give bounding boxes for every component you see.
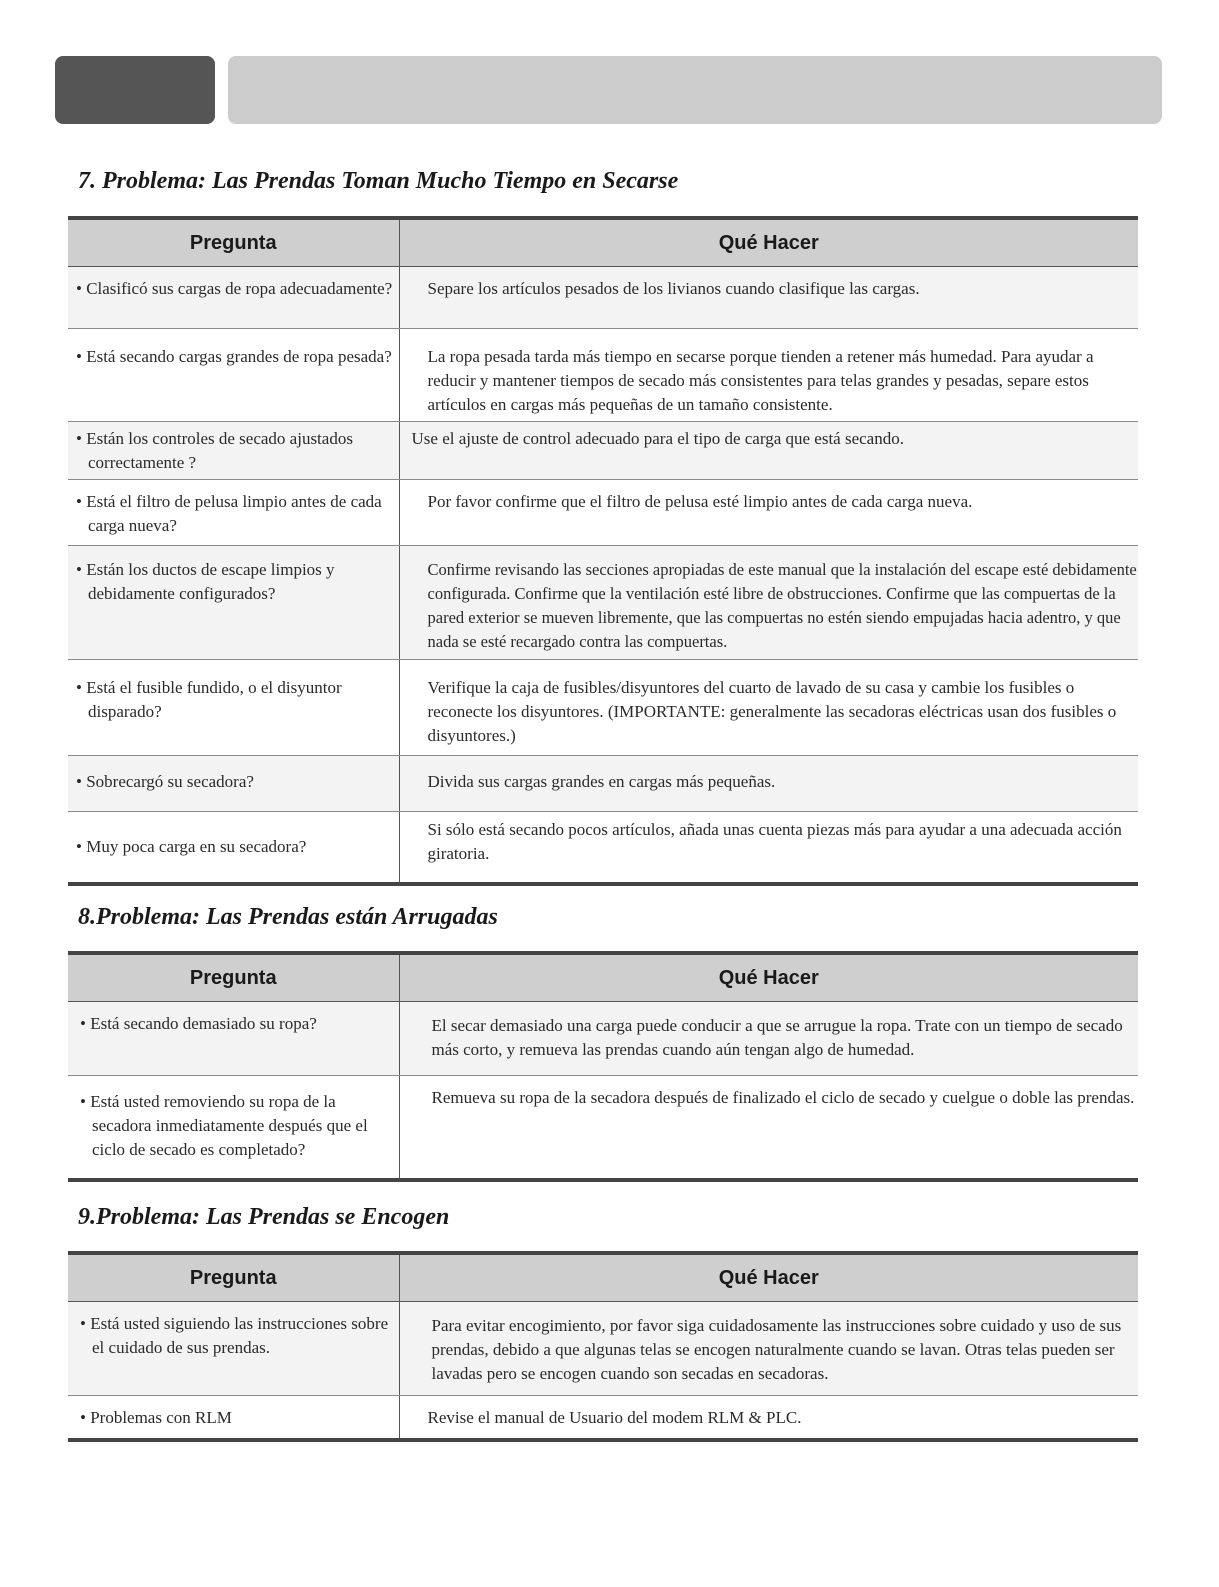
row-answer: Para evitar encogimiento, por favor siga cuidadosamente las instrucciones sobre cuidado y uso de sus prendas, debido a que algunas telas se encogen naturalmente cuando se lavan. Otras telas pueden ser lavadas pero se encogen cuando son secadas en secadoras. xyxy=(431,1316,1122,1383)
column-header-pregunta: Pregunta xyxy=(68,953,399,1002)
row-question: • Está usted removiendo su ropa de la secadora inmediatamente después que el ciclo de secado es completado? xyxy=(80,1092,368,1159)
row-answer: Remueva su ropa de la secadora después de finalizado el ciclo de secado y cuelgue o doble las prendas. xyxy=(431,1088,1135,1107)
row-question: • Está usted siguiendo las instrucciones sobre el cuidado de sus prendas. xyxy=(80,1314,389,1357)
table-row xyxy=(68,1076,1138,1180)
row-answer: La ropa pesada tarda más tiempo en secarse porque tienden a retener más humedad. Para ayudar a reducir y mantener tiempos de secado más consistentes para telas grandes y pesadas, separe estos artículos en cargas más pequeñas de un tamaño consistente. xyxy=(427,347,1094,414)
row-question: • Está el filtro de pelusa limpio antes de cada carga nueva? xyxy=(76,492,382,535)
row-question: • Está secando cargas grandes de ropa pesada? xyxy=(76,347,392,366)
header-tab-dark xyxy=(55,56,215,124)
row-answer: Separe los artículos pesados de los livianos cuando clasifique las cargas. xyxy=(427,279,920,298)
row-answer: Verifique la caja de fusibles/disyuntores del cuarto de lavado de su casa y cambie los fusibles o reconecte los disyuntores. (IMPORTANTE: generalmente las secadoras eléctricas usan dos fusibles o disyuntores.) xyxy=(427,678,1117,745)
table-row xyxy=(68,660,1138,756)
section-7-title: 7. Problema: Las Prendas Toman Mucho Tiempo en Secarse xyxy=(78,168,679,194)
row-question: • Muy poca carga en su secadora? xyxy=(76,836,307,856)
table-header-row xyxy=(68,953,1138,1002)
row-answer: Por favor confirme que el filtro de pelusa esté limpio antes de cada carga nueva. xyxy=(427,492,973,511)
section-7-table xyxy=(68,216,1138,886)
table-row xyxy=(68,812,1138,884)
section-8-title: 8.Problema: Las Prendas están Arrugadas xyxy=(78,904,498,930)
row-question: • Están los controles de secado ajustados correctamente ? xyxy=(76,429,353,472)
section-8-table xyxy=(68,951,1138,1182)
row-answer: Revise el manual de Usuario del modem RLM & PLC. xyxy=(427,1408,802,1427)
table-row xyxy=(68,480,1138,546)
row-answer: El secar demasiado una carga puede conducir a que se arrugue la ropa. Trate con un tiempo de secado más corto, y remueva las prendas cuando aún tengan algo de humedad. xyxy=(431,1016,1123,1059)
row-answer: Confirme revisando las secciones apropiadas de este manual que la instalación del escape esté debidamente configurada. Confirme que la ventilación esté libre de obstrucciones. Confirme que las compuertas de la pared exterior se mueven libremente, que las compuertas no estén siendo empujadas hacia adentro, y que nada se esté recargado contra las compuertas. xyxy=(427,560,1137,651)
column-header-pregunta: Pregunta xyxy=(68,1253,399,1302)
table-row xyxy=(68,546,1138,660)
row-answer: Si sólo está secando pocos artículos, añada unas cuenta piezas más para ayudar a una adecuada acción giratoria. xyxy=(427,820,1122,863)
column-header-pregunta: Pregunta xyxy=(68,218,399,267)
section-9-table xyxy=(68,1251,1138,1442)
column-header-que-hacer: Qué Hacer xyxy=(399,218,1138,267)
row-answer: Divida sus cargas grandes en cargas más pequeñas. xyxy=(427,772,776,791)
row-question: • Clasificó sus cargas de ropa adecuadamente? xyxy=(76,279,393,298)
column-header-que-hacer: Qué Hacer xyxy=(399,953,1138,1002)
row-question: • Sobrecargó su secadora? xyxy=(76,772,254,791)
row-question: • Están los ductos de escape limpios y debidamente configurados? xyxy=(76,560,335,603)
row-question: • Problemas con RLM xyxy=(80,1408,232,1427)
row-question: • Está el fusible fundido, o el disyuntor disparado? xyxy=(76,678,342,721)
section-9-title: 9.Problema: Las Prendas se Encogen xyxy=(78,1204,450,1230)
table-row xyxy=(68,329,1138,422)
table-row xyxy=(68,1002,1138,1076)
table-row xyxy=(68,1396,1138,1440)
table-row xyxy=(68,756,1138,812)
table-row xyxy=(68,267,1138,329)
table-header-row xyxy=(68,218,1138,267)
table-header-row xyxy=(68,1253,1138,1302)
row-question: • Está secando demasiado su ropa? xyxy=(80,1014,317,1033)
row-answer: Use el ajuste de control adecuado para el tipo de carga que está secando. xyxy=(411,429,904,448)
table-row xyxy=(68,422,1138,480)
column-header-que-hacer: Qué Hacer xyxy=(399,1253,1138,1302)
table-row xyxy=(68,1302,1138,1396)
header-bar xyxy=(228,56,1162,124)
